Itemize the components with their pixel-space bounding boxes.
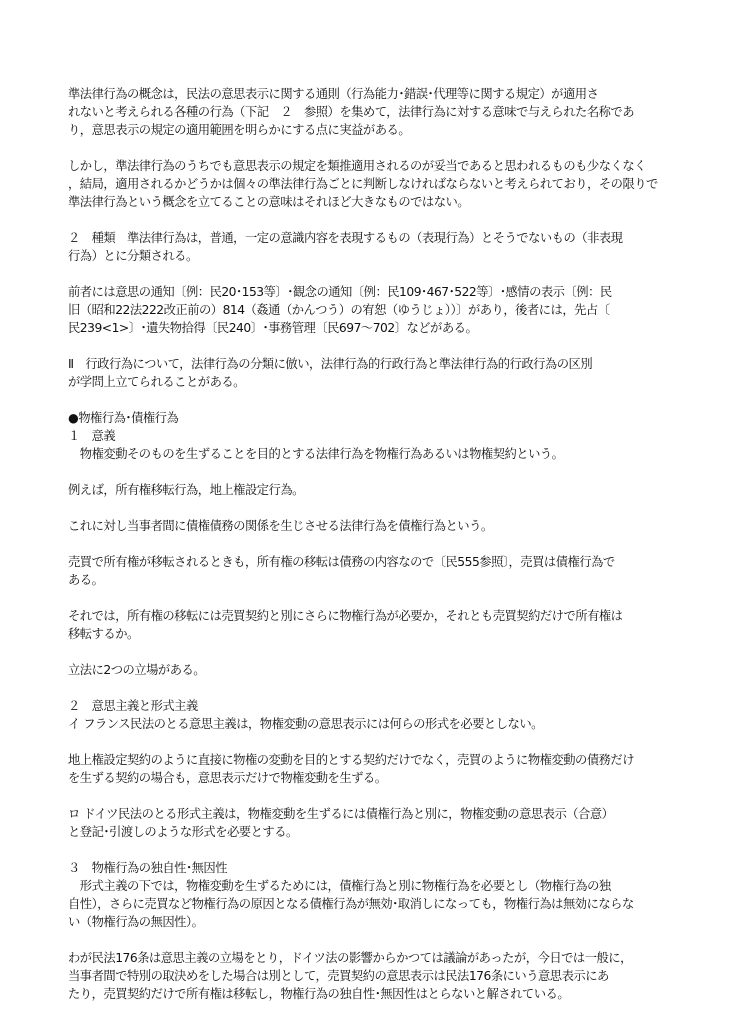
text-line: 旧（昭和22法222改正前の）814（姦通（かんつう）の宥恕（ゆうじょ））〕があり，後者には，先占〔: [68, 303, 610, 317]
text-line: 民239<1>〕･遺失物拾得〔民240〕･事務管理〔民697～702〕などがある。: [68, 321, 478, 335]
text-line: 移転するか。: [68, 627, 139, 641]
text-line: 売買で所有権が移転されるときも，所有権の移転は債務の内容なので〔民555参照〕，売買は債権行為で: [68, 555, 615, 569]
text-line: しかし，準法律行為のうちでも意思表示の規定を類推適用されるのが妥当であると思われるものも少なくなく: [68, 159, 646, 173]
text-line: 自性），さらに売買など物権行為の原因となる債権行為が無効･取消しになっても，物権行為は無効にならな: [68, 897, 634, 911]
text-line: が学問上立てられることがある。: [68, 375, 245, 389]
text-line: を生ずる契約の場合も，意思表示だけで物権変動を生ずる。: [68, 771, 387, 785]
paragraph-gap: [68, 931, 658, 949]
paragraph-gap: [68, 211, 658, 229]
paragraph-gap: [68, 679, 658, 697]
text-line: ２ 種類 準法律行為は，普通，一定の意識内容を表現するもの（表現行為）とそうでないもの（非表現: [68, 231, 623, 245]
text-line: これに対し当事者間に債権債務の関係を生じさせる法律行為を債権行為という。: [68, 519, 493, 533]
text-line: それでは，所有権の移転には売買契約と別にさらに物権行為が必要か，それとも売買契約だけで所有権は: [68, 609, 623, 623]
document-page: [68, 85, 658, 1003]
text-line: ，結局，適用されるかどうかは個々の準法律行為ごとに判断しなければならないと考えられており，その限りで: [68, 177, 658, 191]
text-line: イ フランス民法のとる意思主義は，物権変動の意思表示には何らの形式を必要としない。: [68, 717, 543, 731]
paragraph-gap: [68, 499, 658, 517]
text-line: 地上権設定契約のように直接に物権の変動を目的とする契約だけでなく，売買のように物権変動の債務だけ: [68, 753, 635, 767]
text-line: たり，売買契約だけで所有権は移転し，物権行為の独自性･無因性はとらないと解されている。: [68, 987, 570, 1001]
paragraph-gap: [68, 535, 658, 553]
text-line: 例えば，所有権移転行為，地上権設定行為。: [68, 483, 304, 497]
paragraph-gap: [68, 463, 658, 481]
paragraph-gap: [68, 643, 658, 661]
paragraph-gap: [68, 139, 658, 157]
text-line: 準法律行為という概念を立てることの意味はそれほど大きなものではない。: [68, 195, 470, 209]
paragraph-gap: [68, 391, 658, 409]
text-line: 形式主義の下では，物権変動を生ずるためには，債権行為と別に物権行為を必要とし（物権行為の独: [68, 879, 611, 893]
text-line: 物権変動そのものを生ずることを目的とする法律行為を物権行為あるいは物権契約という。: [68, 447, 564, 461]
text-line: 準法律行為の概念は，民法の意思表示に関する通則（行為能力･錯誤･代理等に関する規定）が適用さ: [68, 87, 599, 101]
text-line: １ 意義: [68, 429, 116, 443]
text-line: ある。: [68, 573, 104, 587]
text-line: ３ 物権行為の独自性･無因性: [68, 861, 228, 875]
paragraph-gap: [68, 841, 658, 859]
paragraph-gap: [68, 265, 658, 283]
text-line: ロ ドイツ民法のとる形式主義は，物権変動を生ずるには債権行為と別に，物権変動の意思表示（合意）: [68, 807, 614, 821]
text-line: 当事者間で特別の取決めをした場合は別として，売買契約の意思表示は民法176条にいう意思表示にあ: [68, 969, 609, 983]
text-line: り，意思表示の規定の適用範囲を明らかにする点に実益がある。: [68, 123, 411, 137]
text-line: 前者には意思の通知〔例：民20･153等〕･観念の通知〔例：民109･467･522等〕･感情の表示〔例：民: [68, 285, 612, 299]
text-line: ●物権行為･債権行為: [68, 411, 179, 425]
paragraph-gap: [68, 589, 658, 607]
text-line: 立法に2つの立場がある。: [68, 663, 206, 677]
paragraph-gap: [68, 733, 658, 751]
text-line: Ⅱ 行政行為について，法律行為の分類に倣い，法律行為的行政行為と準法律行為的行政行為の区別: [68, 357, 593, 371]
text-line: わが民法176条は意思主義の立場をとり，ドイツ法の影響からかつては議論があったが，今日では一般に，: [68, 951, 632, 965]
text-line: ２ 意思主義と形式主義: [68, 699, 198, 713]
text-line: れないと考えられる各種の行為（下記 ２ 参照）を集めて，法律行為に対する意味で与えられた名称であ: [68, 105, 635, 119]
paragraph-gap: [68, 787, 658, 805]
text-line: 行為）とに分類される。: [68, 249, 198, 263]
text-line: い（物権行為の無因性）。: [68, 915, 204, 929]
text-line: と登記･引渡しのような形式を必要とする。: [68, 825, 298, 839]
paragraph-gap: [68, 337, 658, 355]
